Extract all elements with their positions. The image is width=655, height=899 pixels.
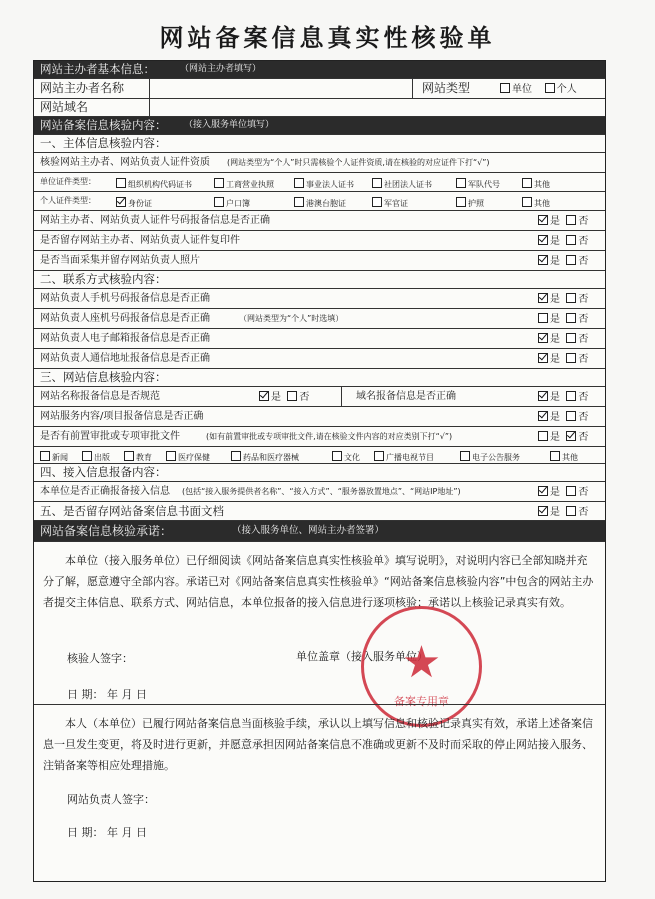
s3-q3-note: (如有前置审批或专项审批文件,请在核验文件内容的对应类别下打“√”) <box>206 432 453 441</box>
section-2-title-row <box>34 271 605 289</box>
domain-field[interactable] <box>150 99 600 116</box>
verifier-date: 日 期： 年 月 日 <box>67 688 147 701</box>
unit-cert-opt-5[interactable]: 其他 <box>522 178 550 189</box>
verification-form <box>33 60 606 882</box>
s1-q2-choice[interactable]: 是 否 <box>538 215 588 227</box>
site-type-label: 网站类型 <box>422 81 471 95</box>
site-type-options <box>500 83 577 95</box>
s1-q3-text: 是否留存网站主办者、网站负责人证件复印件 <box>40 235 240 246</box>
approval-opt-6[interactable]: 广播电视节目 <box>374 451 434 462</box>
person-cert-opt-2[interactable]: 港澳台胞证 <box>294 197 346 208</box>
sponsor-section-label: 网站主办者基本信息： <box>40 62 155 76</box>
sponsor-name-field[interactable] <box>150 79 412 98</box>
s1-q3-choice[interactable]: 是 否 <box>538 235 588 247</box>
person-cert-opt-1[interactable]: 户口簿 <box>214 197 250 208</box>
s3-q1b-text: 域名报备信息是否正确 <box>356 391 456 402</box>
section-4-title: 四、接入信息报备内容： <box>40 465 167 479</box>
s2-q3-choice[interactable]: 是 否 <box>538 333 588 345</box>
approval-opt-8[interactable]: 其他 <box>550 451 578 462</box>
unit-cert-opt-2[interactable]: 事业法人证书 <box>294 178 354 189</box>
s2-q1-choice[interactable]: 是 否 <box>538 293 588 305</box>
s2-q4-row <box>34 349 605 369</box>
site-type-personal-label: 个人 <box>556 84 577 95</box>
site-type-unit-label: 单位 <box>512 84 532 95</box>
s1-q2-row <box>34 211 605 231</box>
person-cert-row <box>34 192 605 211</box>
s2-q2-note: （网站类型为“个人”时选填） <box>239 314 344 323</box>
unit-cert-row <box>34 173 605 192</box>
approval-opt-2[interactable]: 教育 <box>124 451 152 462</box>
owner-signature-label: 网站负责人签字： <box>67 793 155 806</box>
s3-q3-text: 是否有前置审批或专项审批文件 <box>40 431 180 442</box>
approval-opt-7[interactable]: 电子公告服务 <box>460 451 520 462</box>
approval-opt-1[interactable]: 出版 <box>82 451 110 462</box>
sponsor-section-header <box>34 61 605 79</box>
s3-q1-text: 网站名称报备信息是否规范 <box>40 391 160 402</box>
s1-q1-note: (网站类型为“个人”时只需核验个人证件资质,请在核验的对应证件下打“√”) <box>227 158 490 167</box>
s2-q4-text: 网站负责人通信地址报备信息是否正确 <box>40 353 210 364</box>
s4-q1-note: (包括“接入服务提供者名称”、“接入方式”、“服务器放置地点”、“网站IP地址”) <box>182 487 461 496</box>
s1-q1-row <box>34 153 605 173</box>
s3-q2-text: 网站服务内容/项目报备信息是否正确 <box>40 411 204 422</box>
s3-q2-choice[interactable]: 是 否 <box>538 411 588 423</box>
document-title: 网站备案信息真实性核验单 <box>159 24 496 52</box>
unit-cert-opt-3[interactable]: 社团法人证书 <box>372 178 432 189</box>
s2-q4-choice[interactable]: 是 否 <box>538 353 588 365</box>
verify-section-header <box>34 117 605 135</box>
unit-cert-opt-4[interactable]: 军队代号 <box>456 178 500 189</box>
unit-cert-label: 单位证件类型： <box>40 177 96 186</box>
section-5-title: 五、是否留存网站备案信息书面文档 <box>40 504 224 518</box>
person-cert-opt-4[interactable]: 护照 <box>456 197 484 208</box>
seal-star-icon: ★ <box>401 637 442 688</box>
s3-q1-row <box>34 387 605 407</box>
promise-note: （接入服务单位、网站主办者签署） <box>232 525 385 536</box>
s3-q3-row <box>34 427 605 447</box>
verify-section-note: （接入服务单位填写） <box>184 120 275 130</box>
section-3-title: 三、网站信息核验内容： <box>40 370 167 384</box>
sponsor-name-row <box>34 79 605 99</box>
s1-q4-choice[interactable]: 是 否 <box>538 255 588 267</box>
promise-paragraph: 本单位（接入服务单位）已仔细阅读《网站备案信息真实性核验单》填写说明》，对说明内容已全部知晓并充分了解，愿意遵守全部内容。承诺已对《网站备案信息真实性核验单》“网站备案信息核验内容”中包含的网站主办者提交主体信息、联系方式、网站信息，本单位报备的接入信息进行逐项核验；承诺以上核验记录真实有效。 <box>43 554 594 609</box>
s2-q2-choice[interactable]: 是 否 <box>538 313 588 325</box>
verify-section-label: 网站备案信息核验内容： <box>40 118 167 132</box>
approval-opt-5[interactable]: 文化 <box>332 451 360 462</box>
unit-cert-opt-0[interactable]: 组织机构代码证书 <box>116 178 192 189</box>
section-5-row <box>34 502 605 521</box>
s5-choice[interactable]: 是 否 <box>538 506 588 518</box>
approval-types-row <box>34 447 605 464</box>
s3-q1-choice[interactable]: 是 否 <box>259 391 309 403</box>
s1-q3-row <box>34 231 605 251</box>
site-type-personal-checkbox[interactable] <box>545 83 555 93</box>
company-seal-stamp <box>361 606 482 727</box>
sponsor-name-label: 网站主办者名称 <box>40 81 125 95</box>
owner-date: 日 期： 年 月 日 <box>67 826 147 839</box>
domain-label: 网站域名 <box>40 100 89 114</box>
person-cert-opt-3[interactable]: 军官证 <box>372 197 408 208</box>
s2-q1-text: 网站负责人手机号码报备信息是否正确 <box>40 293 210 304</box>
s2-q3-row <box>34 329 605 349</box>
owner-commitment-paragraph: 本人（本单位）已履行网站备案信息当面核验手续，承认以上填写信息和核验记录真实有效，承诺上述备案信息一旦发生变更，将及时进行更新，并愿意承担因网站备案信息不准确或更新不及时而采取的停止网站接入服务、注销备案等相应处理措施。 <box>43 717 593 772</box>
s1-q1-text: 核验网站主办者、网站负责人证件资质 <box>40 157 210 168</box>
s1-q4-row <box>34 251 605 271</box>
s3-q1b-choice[interactable]: 是 否 <box>538 391 588 403</box>
section-2-title: 二、联系方式核验内容： <box>40 272 167 286</box>
sponsor-section-note: （网站主办者填写） <box>180 64 262 74</box>
approval-opt-3[interactable]: 医疗保健 <box>166 451 210 462</box>
s3-q2-row <box>34 407 605 427</box>
s4-q1-choice[interactable]: 是 否 <box>538 486 588 498</box>
unit-seal-label: 单位盖章（接入服务单位） <box>296 650 428 663</box>
approval-opt-4[interactable]: 药品和医疗器械 <box>231 451 299 462</box>
promise-header <box>34 521 605 542</box>
s3-q3-choice[interactable]: 是 否 <box>538 431 588 443</box>
s2-q3-text: 网站负责人电子邮箱报备信息是否正确 <box>40 333 210 344</box>
unit-cert-opt-1[interactable]: 工商营业执照 <box>214 178 274 189</box>
section-divider <box>34 704 605 705</box>
approval-opt-0[interactable]: 新闻 <box>40 451 68 462</box>
s2-q1-row <box>34 289 605 309</box>
person-cert-opt-0[interactable]: 身份证 <box>116 197 152 208</box>
seal-text: 备案专用章 <box>394 695 449 708</box>
s1-q2-text: 网站主办者、网站负责人证件号码报备信息是否正确 <box>40 215 270 226</box>
person-cert-label: 个人证件类型： <box>40 196 96 205</box>
s4-q1-text: 本单位是否正确报备接入信息 <box>40 486 170 497</box>
s4-q1-row <box>34 482 605 502</box>
s2-q2-text: 网站负责人座机号码报备信息是否正确 <box>40 313 210 324</box>
section-1-title-row <box>34 135 605 153</box>
section-4-title-row <box>34 464 605 482</box>
section-3-title-row <box>34 369 605 387</box>
person-cert-opt-5[interactable]: 其他 <box>522 197 550 208</box>
promise-label: 网站备案信息核验承诺： <box>40 524 173 538</box>
section-1-title: 一、主体信息核验内容： <box>40 136 167 150</box>
s1-q4-text: 是否当面采集并留存网站负责人照片 <box>40 255 200 266</box>
verifier-signature-label: 核验人签字： <box>67 652 133 665</box>
site-type-unit-checkbox[interactable] <box>500 83 510 93</box>
domain-row <box>34 99 605 117</box>
s2-q2-row <box>34 309 605 329</box>
